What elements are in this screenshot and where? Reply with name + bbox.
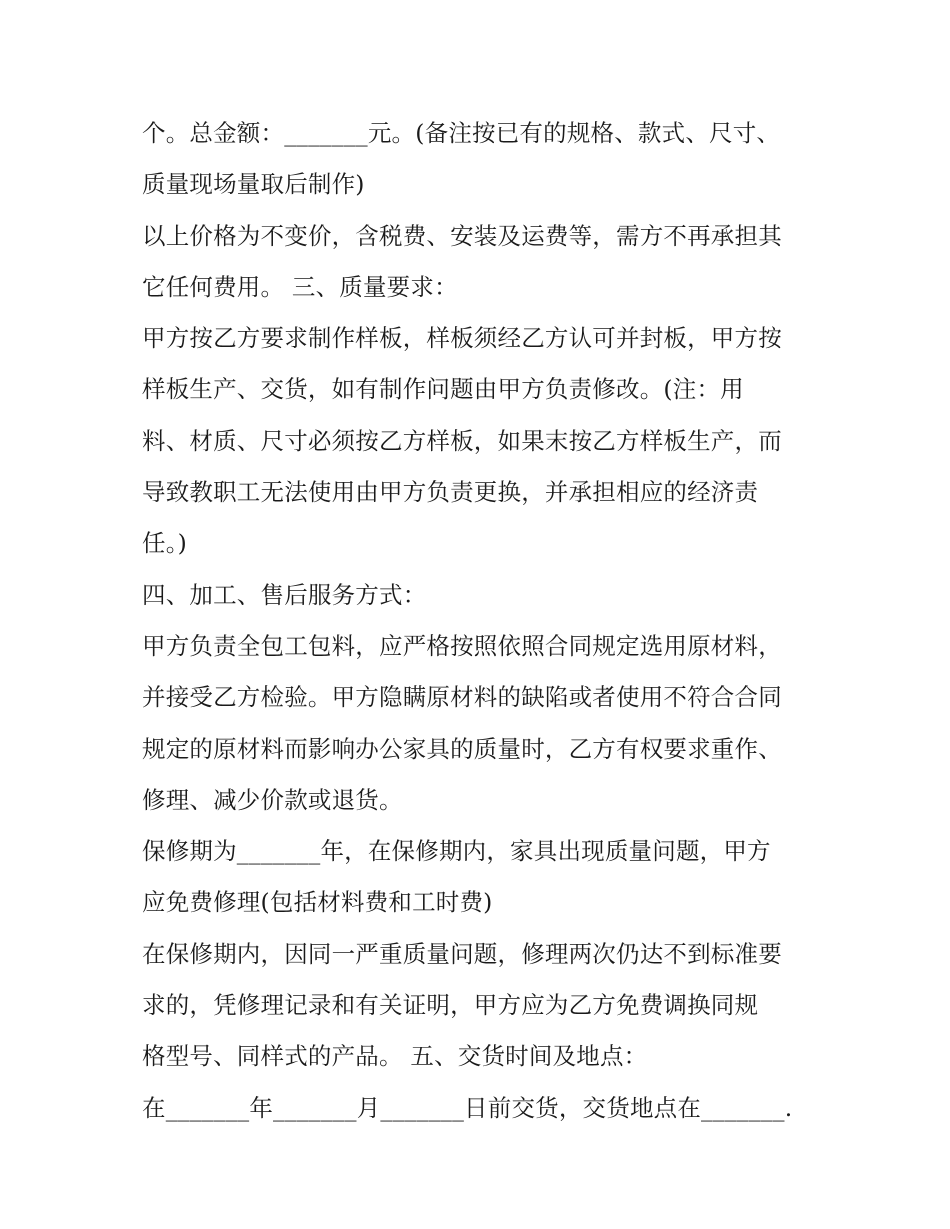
text-line: 它任何费用。 三、质量要求： [142, 272, 458, 301]
text-line: 样板生产、交货，如有制作问题由甲方负责修改。(注：用 [142, 375, 744, 404]
text-line: 任。) [142, 529, 188, 558]
text-line: 保修期为_______年，在保修期内，家具出现质量问题，甲方 [142, 837, 771, 866]
text-line: 个。总金额：_______元。(备注按已有的规格、款式、尺寸、 [142, 119, 781, 147]
text-line: 在_______年_______月_______日前交货，交货地点在_______. [142, 1093, 793, 1122]
text-line: 料、材质、尺寸必须按乙方样板，如果末按乙方样板生产，而 [142, 426, 782, 455]
text-line: 修理、减少价款或退货。 [142, 785, 403, 814]
document-body [142, 108, 822, 1134]
text-line: 规定的原材料而影响办公家具的质量时，乙方有权要求重作、 [142, 734, 782, 763]
text-line: 求的，凭修理记录和有关证明，甲方应为乙方免费调换同规 [142, 991, 759, 1020]
text-line: 应免费修理(包括材料费和工时费) [142, 888, 493, 917]
section-heading: 四、加工、售后服务方式： [142, 580, 427, 609]
text-line: 甲方负责全包工包料，应严格按照依照合同规定选用原材料， [142, 631, 782, 660]
text-line: 格型号、同样式的产品。 五、交货时间及地点： [142, 1042, 648, 1071]
text-line: 导致教职工无法使用由甲方负责更换，并承担相应的经济责 [142, 478, 759, 507]
text-line: 在保修期内，因同一严重质量问题，修理两次仍达不到标准要 [142, 939, 782, 968]
text-line: 以上价格为不变价，含税费、安装及运费等，需方不再承担其 [142, 221, 782, 250]
text-line: 甲方按乙方要求制作样板，样板须经乙方认可并封板，甲方按 [142, 324, 782, 353]
text-line: 并接受乙方检验。甲方隐瞒原材料的缺陷或者使用不符合合同 [142, 683, 782, 712]
text-line: 质量现场量取后制作) [142, 170, 365, 199]
